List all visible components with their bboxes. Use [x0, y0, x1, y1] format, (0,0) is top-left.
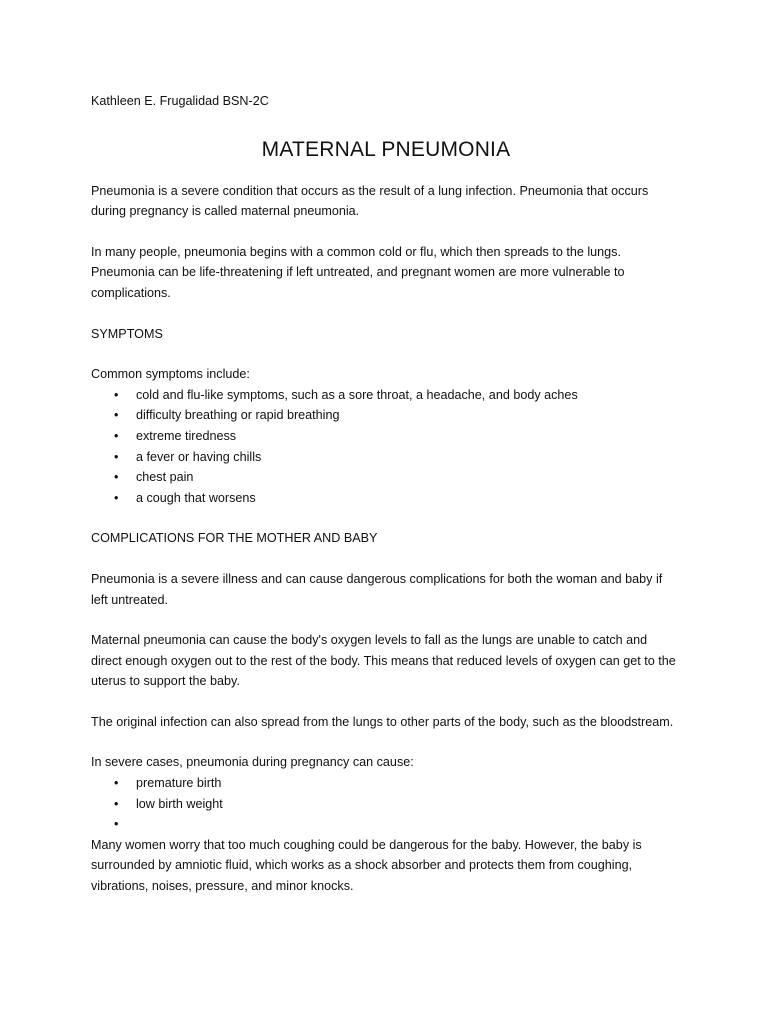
symptoms-list: [91, 385, 681, 509]
list-item: • difficulty breathing or rapid breathing: [91, 405, 681, 426]
symptoms-lead: Common symptoms include:: [91, 367, 250, 382]
list-item: • low birth weight: [91, 794, 681, 815]
paragraph-coughing: Many women worry that too much coughing could be dangerous for the baby. However, the baby is surrounded by amniotic fluid, which works as a shock absorber and protects them from coughing, vibrations, noises, pressure, and minor knocks.: [91, 837, 642, 894]
complications-list: [91, 773, 681, 835]
list-item: [91, 814, 681, 835]
list-item: • a fever or having chills: [91, 447, 681, 468]
heading-complications: COMPLICATIONS FOR THE MOTHER AND BABY: [91, 531, 378, 546]
list-item: • premature birth: [91, 773, 681, 794]
intro-text-2: .: [355, 204, 360, 219]
intro-paragraph: [91, 181, 681, 222]
list-item: • a cough that worsens: [91, 488, 681, 509]
paragraph-complications-1: Pneumonia is a severe illness and can cause dangerous complications for both the woman and baby if left untreated.: [91, 571, 663, 607]
intro-text-1: is a severe condition that occurs as the result of a lung infection. Pneumonia that occurs during pregnancy is called: [91, 183, 649, 219]
term-maternal-pneumonia: maternal pneumonia: [240, 204, 356, 219]
paragraph-complications-3: The original infection can also spread from the lungs to other parts of the body, such as the bloodstream.: [91, 714, 674, 729]
heading-symptoms: SYMPTOMS: [91, 326, 163, 341]
list-item: • chest pain: [91, 467, 681, 488]
paragraph-onset: In many people, pneumonia begins with a common cold or flu, which then spreads to the lungs. Pneumonia can be life-threatening if left untreated, and pregnant women are more vulnerable to complications.: [91, 244, 625, 300]
term-pneumonia: Pneumonia: [91, 183, 155, 198]
document-title: MATERNAL PNEUMONIA: [261, 137, 511, 161]
list-item: • extreme tiredness: [91, 426, 681, 447]
document-body: [91, 91, 681, 897]
paragraph-complications-2: Maternal pneumonia can cause the body's oxygen levels to fall as the lungs are unable to catch and direct enough oxygen out to the rest of the body. This means that reduced levels of oxygen can get to the uterus to support the baby.: [91, 633, 676, 689]
list-item: • cold and flu-like symptoms, such as a sore throat, a headache, and body aches: [91, 385, 681, 406]
complications-lead: In severe cases, pneumonia during pregnancy can cause:: [91, 755, 414, 770]
author-line: Kathleen E. Frugalidad BSN-2C: [91, 94, 269, 108]
